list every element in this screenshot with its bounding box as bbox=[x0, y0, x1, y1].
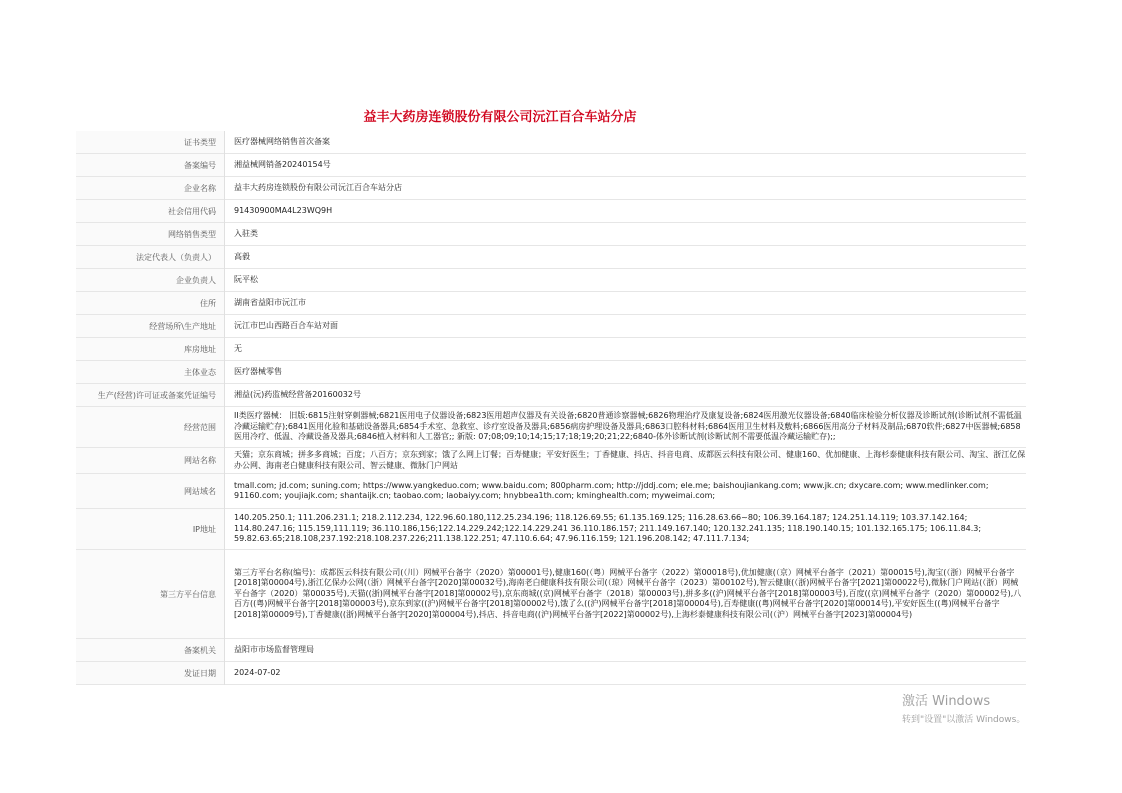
row-value: 湘益械网销备20240154号 bbox=[234, 159, 331, 169]
table-row bbox=[76, 246, 1026, 269]
table-row bbox=[76, 269, 1026, 292]
row-value: 高毅 bbox=[234, 251, 250, 261]
row-label: 社会信用代码 bbox=[76, 200, 225, 223]
table-row bbox=[76, 154, 1026, 177]
row-value: 阮平松 bbox=[234, 274, 258, 284]
row-label: 备案机关 bbox=[76, 639, 225, 662]
table-row bbox=[76, 550, 1026, 639]
row-label: 第三方平台信息 bbox=[76, 550, 225, 639]
row-value: 无 bbox=[234, 343, 242, 353]
row-label: 经营范围 bbox=[76, 407, 225, 448]
row-value: 91430900MA4L23WQ9H bbox=[234, 205, 333, 215]
table-row bbox=[76, 407, 1026, 448]
row-value: 医疗器械零售 bbox=[234, 366, 282, 376]
row-label: 网站名称 bbox=[76, 448, 225, 474]
table-row bbox=[76, 200, 1026, 223]
row-label: 经营场所\生产地址 bbox=[76, 315, 225, 338]
activation-watermark-title: 激活 Windows bbox=[902, 694, 991, 709]
table-row bbox=[76, 131, 1026, 154]
row-label: 企业名称 bbox=[76, 177, 225, 200]
row-label: 网站域名 bbox=[76, 474, 225, 509]
row-label: 发证日期 bbox=[76, 662, 225, 685]
table-row bbox=[76, 292, 1026, 315]
table-row bbox=[76, 384, 1026, 407]
table-row bbox=[76, 177, 1026, 200]
row-value: 2024-07-02 bbox=[234, 667, 281, 677]
row-value: 第三方平台名称(编号)：成都医云科技有限公司(（川）网械平台备字（2020）第00001号),健康160(（粤）网械平台备字（2022）第00018号),优加健康(（京）网械平台备字（2021）第00015号),淘宝(（浙）网械平台备字[2018]第00004号),浙江亿保办公网(（浙）网械平台备字[2020]第00032号),海南老白健康科技有限公司(（琼）网械平台备字（2023）第00102号),智云健康(（浙)网械平台备字[2021]第00022号),微脉门户网站(（浙）网械平台备字（2020）第00035号),天猫((浙)网械平台备字[2018]第00002号),京东商城((京)网械平台备字（2018）第00003号),拼多多((沪)网械平台备字[2018]第00003号),百度((京)网械平台备字（2020）第00002号),八百方((粤)网械平台备字[2018]第00003号),京东到家((沪)网械平台备字[2018]第00002号),饿了么((沪)网械平台备字[2018]第00004号),百寿健康((粤)网械平台备字[2020]第00014号),平安好医生((粤)网械平台备字[2018]第00009号),丁香健康((浙)网械平台备字[2020]第00004号),抖店、抖音电商((沪)网械平台备字[2022]第00002号),上海杉泰健康科技有限公司(（沪）网械平台备字[2023]第00004号) bbox=[234, 567, 1022, 619]
row-value: 湖南省益阳市沅江市 bbox=[234, 297, 306, 307]
page-title: 益丰大药房连锁股份有限公司沅江百合车站分店 bbox=[363, 110, 637, 125]
row-value: 140.205.250.1; 111.206.231.1; 218.2.112.234, 122.96.60.180,112.25.234.196; 118.126.69.55; 61.135.169.125; 116.28.63.66~80; 106.39.164.187; 124.251.14.119; 103.37.142.164; 114.80.247.16; 115.159,111.119; 36.110.186,156;122.14.229.242;122.14.229.241 36.110.186.157; 211.149.167.140; 120.132.241.135; 118.190.140.15; 101.132.165.175; 106.11.84.3; 59.82.63.65;218.108,237.192:218.108.237.226;211.138.122.251; 47.110.6.64; 47.96.116.159; 121.196.208.142; 47.111.7.134; bbox=[234, 513, 982, 544]
row-label: 法定代表人（负责人） bbox=[76, 246, 225, 269]
row-value: 天猫；京东商城；拼多多商城；百度；八百方；京东到家；饿了么网上订餐；百寿健康；平安好医生；丁香健康、抖店、抖音电商、成都医云科技有限公司、健康160、优加健康、上海杉泰健康科技有限公司、淘宝、浙江亿保办公网、海南老白健康科技有限公司、智云健康、微脉门户网站 bbox=[234, 450, 1026, 470]
activation-watermark-hint: 转到"设置"以激活 Windows。 bbox=[902, 715, 1026, 725]
row-value: 入驻类 bbox=[234, 228, 258, 238]
table-row bbox=[76, 315, 1026, 338]
row-label: 企业负责人 bbox=[76, 269, 225, 292]
row-label: 生产(经营)许可证或备案凭证编号 bbox=[76, 384, 225, 407]
row-label: 证书类型 bbox=[76, 131, 225, 154]
row-label: 主体业态 bbox=[76, 361, 225, 384]
row-value: 益阳市市场监督管理局 bbox=[234, 644, 314, 654]
row-label: 住所 bbox=[76, 292, 225, 315]
row-label: 库房地址 bbox=[76, 338, 225, 361]
table-row bbox=[76, 662, 1026, 685]
row-label: 备案编号 bbox=[76, 154, 225, 177]
table-row bbox=[76, 639, 1026, 662]
row-value: 医疗器械网络销售首次备案 bbox=[234, 136, 330, 146]
row-label: IP地址 bbox=[76, 509, 225, 550]
row-value: 沅江市巴山西路百合车站对面 bbox=[234, 320, 338, 330]
row-value: 益丰大药房连锁股份有限公司沅江百合车站分店 bbox=[234, 182, 402, 192]
row-value: II类医疗器械： 旧版:6815注射穿刺器械;6821医用电子仪器设备;6823医用超声仪器及有关设备;6820普通诊察器械;6826物理治疗及康复设备;6824医用激光仪器设备;6840临床检验分析仪器及诊断试剂(诊断试剂不需低温冷藏运输贮存);6841医用化验和基础设备器具;6854手术室、急救室、诊疗室设备及器具;6856病房护理设备及器具;6863口腔科材料;6864医用卫生材料及敷料;6866医用高分子材料及制品;6870软件;6827中医器械;6858医用冷疗、低温、冷藏设备及器具;6846植入材料和人工器官;; 新版: 07;08;09;10;14;15;17;18;19;20;21;22;6840-体外诊断试剂(诊断试剂不需要低温冷藏运输贮存);; bbox=[234, 411, 1022, 442]
table-row bbox=[76, 361, 1026, 384]
table-row bbox=[76, 338, 1026, 361]
table-row bbox=[76, 223, 1026, 246]
row-value: tmall.com; jd.com; suning.com; https://www.yangkeduo.com; www.baidu.com; 800pharm.com; http://jddj.com; ele.me; baishoujiankang.com; www.jk.cn; dxycare.com; www.medlinker.com; 91160.com; youjiajk.com; shantaijk.cn; taobao.com; laobaiyy.com; hnybbea1th.com; kminghealth.com; myweimai.com; bbox=[234, 480, 989, 500]
record-table bbox=[76, 131, 1026, 685]
row-value: 湘益(沅)药监械经营备20160032号 bbox=[234, 389, 361, 399]
table-row bbox=[76, 474, 1026, 509]
row-label: 网络销售类型 bbox=[76, 223, 225, 246]
table-row bbox=[76, 509, 1026, 550]
table-row bbox=[76, 448, 1026, 474]
